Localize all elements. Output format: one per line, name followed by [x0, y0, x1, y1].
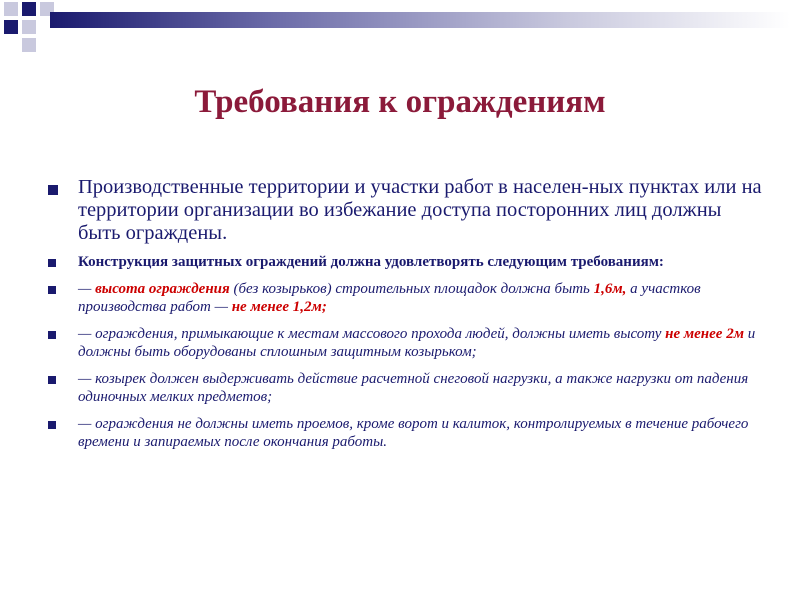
square-bullet-icon: [48, 331, 56, 339]
text-segment: не менее 1,2м;: [231, 299, 327, 315]
text-segment: — ограждения не должны иметь проемов, кроме ворот и калиток, контролируемых в течение рабочего времени и запираемых после окончания работы.: [78, 416, 749, 450]
square-bullet-icon: [48, 421, 56, 429]
square-bullet-icon: [48, 286, 56, 294]
text-segment: 1,6м,: [593, 281, 627, 297]
square-bullet-icon: [48, 259, 56, 267]
bullet-list: [48, 176, 768, 460]
text-segment: —: [78, 281, 96, 297]
text-segment: высота ограждения: [95, 281, 230, 297]
text-segment: а участков производства работ —: [78, 281, 701, 315]
square-bullet-icon: [48, 185, 58, 195]
text-segment: Конструкция защитных ограждений должна удовлетворять следующим требованиям:: [78, 254, 664, 270]
bullet-text: [78, 281, 701, 315]
bullet-item: [48, 253, 768, 271]
bullet-text: [78, 416, 748, 450]
deco-square: [4, 2, 18, 16]
bullet-item: [48, 370, 768, 406]
bullet-text: [78, 371, 748, 405]
bullet-item: [48, 325, 768, 361]
header-decoration: [0, 0, 800, 52]
bullet-item: [48, 280, 768, 316]
text-segment: и должны быть оборудованы сплошным защитным козырьком;: [78, 326, 756, 360]
deco-square: [22, 20, 36, 34]
bullet-item: [48, 176, 768, 245]
text-segment: Производственные территории и участки работ в населен-ных пунктах или на территории организации во избежание доступа посторонних лиц должны быть ограждены.: [78, 176, 762, 244]
square-bullet-icon: [48, 376, 56, 384]
header-gradient-bar: [50, 12, 790, 28]
text-segment: не менее 2м: [665, 326, 744, 342]
bullet-text: [78, 326, 755, 360]
text-segment: (без козырьков) строительных площадок должна быть: [229, 281, 594, 297]
slide-title: Требования к ограждениям: [194, 84, 606, 120]
deco-square: [4, 20, 18, 34]
text-segment: — ограждения, примыкающие к местам массового прохода людей, должны иметь высоту: [78, 326, 666, 342]
bullet-text: [78, 254, 664, 270]
deco-square: [22, 2, 36, 16]
text-segment: — козырек должен выдерживать действие расчетной снеговой нагрузки, а также нагрузки от падения одиночных мелких предметов;: [78, 371, 749, 405]
deco-square: [22, 38, 36, 52]
bullet-text: [78, 176, 762, 244]
bullet-item: [48, 415, 768, 451]
